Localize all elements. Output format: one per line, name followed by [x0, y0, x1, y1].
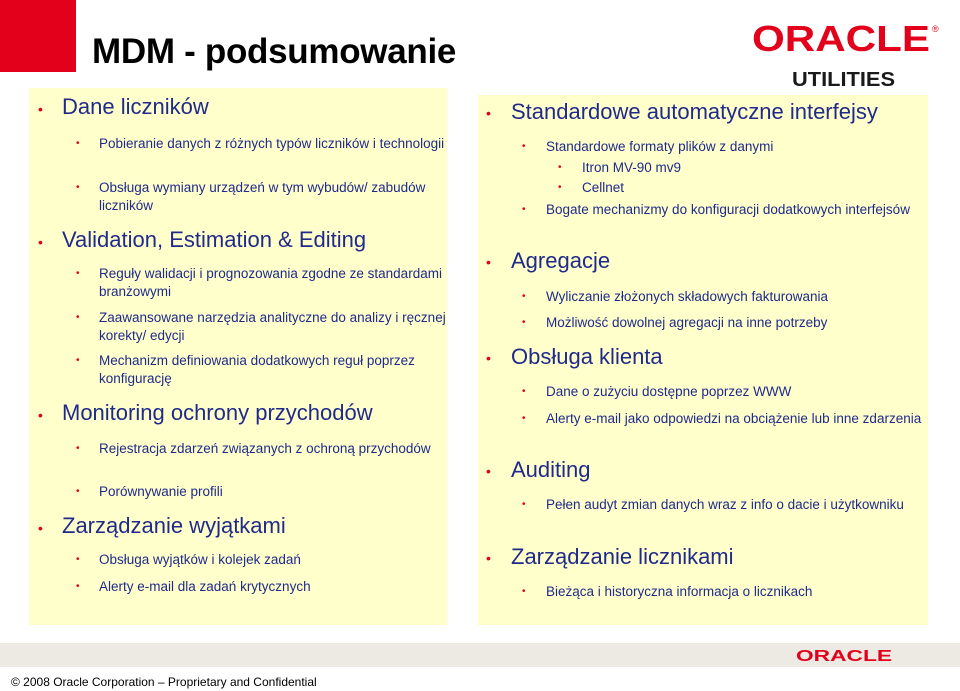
bullet-icon: • [486, 105, 491, 121]
bullet-icon: • [76, 182, 80, 193]
sub-list-item: • Itron MV-90 mv9 [558, 160, 682, 175]
oracle-utilities-logo [752, 18, 942, 92]
copyright-text: © 2008 Oracle Corporation – Proprietary and Confidential [11, 675, 317, 689]
section-heading: • Monitoring ochrony przychodów [38, 400, 373, 425]
bullet-icon: • [522, 291, 526, 302]
bullet-icon: • [76, 268, 80, 279]
bullet-icon: • [76, 486, 80, 497]
bullet-icon: • [76, 355, 80, 366]
bullet-icon: • [486, 350, 491, 366]
list-item: • Rejestracja zdarzeń związanych z ochroną przychodów [76, 441, 431, 456]
list-item: • Możliwość dowolnej agregacji na inne potrzeby [522, 315, 828, 330]
bullet-icon: • [486, 254, 491, 270]
list-item: • Bieżąca i historyczna informacja o licznikach [522, 584, 813, 599]
list-item: • Bogate mechanizmy do konfiguracji dodatkowych interfejsów [522, 202, 910, 217]
list-item: • Obsługa wyjątków i kolejek zadań [76, 552, 301, 567]
section-heading: • Obsługa klienta [486, 344, 663, 369]
bullet-icon: • [76, 312, 80, 323]
section-heading: • Dane liczników [38, 94, 209, 119]
section-heading: • Zarządzanie wyjątkami [38, 513, 286, 538]
bullet-icon: • [522, 413, 526, 424]
red-accent-square [0, 0, 76, 72]
bullet-icon: • [38, 520, 43, 536]
bullet-icon: • [522, 586, 526, 597]
section-heading: • Agregacje [486, 248, 611, 273]
section-heading: • Validation, Estimation & Editing [38, 227, 367, 252]
bullet-icon: • [486, 463, 491, 479]
list-item: • Obsługa wymiany urządzeń w tym wybudów/ zabudów liczników [76, 180, 426, 213]
bullet-icon: • [522, 317, 526, 328]
list-item: • Dane o zużyciu dostępne poprzez WWW [522, 384, 792, 399]
svg-text:®: ® [932, 24, 939, 34]
bullet-icon: • [76, 581, 80, 592]
svg-text:UTILITIES: UTILITIES [792, 69, 895, 91]
list-item: • Alerty e-mail jako odpowiedzi na obciążenie lub inne zdarzenia [522, 411, 922, 426]
bullet-icon: • [522, 141, 526, 152]
left-content-panel [29, 88, 447, 625]
sub-list-item: • Cellnet [558, 180, 625, 195]
list-item: • Pełen audyt zmian danych wraz z info o dacie i użytkowniku [522, 497, 904, 512]
svg-text:ORACLE: ORACLE [752, 18, 930, 59]
page-title: MDM - podsumowanie [92, 32, 457, 71]
list-item: • Porównywanie profili [76, 484, 223, 499]
oracle-footer-logo [796, 647, 896, 663]
bullet-icon: • [38, 234, 43, 250]
list-item: • Alerty e-mail dla zadań krytycznych [76, 579, 311, 594]
list-item: • Standardowe formaty plików z danymi [522, 139, 774, 154]
list-item: • Mechanizm definiowania dodatkowych reguł poprzez konfigurację [76, 353, 415, 386]
bullet-icon: • [522, 499, 526, 510]
bullet-icon: • [522, 204, 526, 215]
bullet-icon: • [76, 443, 80, 454]
bullet-icon: • [558, 182, 562, 193]
list-item: • Zaawansowane narzędzia analityczne do analizy i ręcznej korekty/ edycji [76, 310, 446, 343]
bullet-icon: • [522, 386, 526, 397]
bullet-icon: • [38, 101, 43, 117]
section-heading: • Standardowe automatyczne interfejsy [486, 99, 878, 124]
section-heading: • Zarządzanie licznikami [486, 544, 734, 569]
svg-text:ORACLE: ORACLE [796, 648, 893, 663]
section-heading: • Auditing [486, 457, 591, 482]
bullet-icon: • [558, 162, 562, 173]
bullet-icon: • [76, 554, 80, 565]
list-item: • Wyliczanie złożonych składowych fakturowania [522, 289, 829, 304]
list-item: • Pobieranie danych z różnych typów liczników i technologii [76, 136, 445, 151]
bullet-icon: • [486, 550, 491, 566]
bullet-icon: • [76, 138, 80, 149]
right-content-panel [478, 95, 928, 625]
list-item: • Reguły walidacji i prognozowania zgodne ze standardami branżowymi [76, 266, 442, 299]
bullet-icon: • [38, 407, 43, 423]
